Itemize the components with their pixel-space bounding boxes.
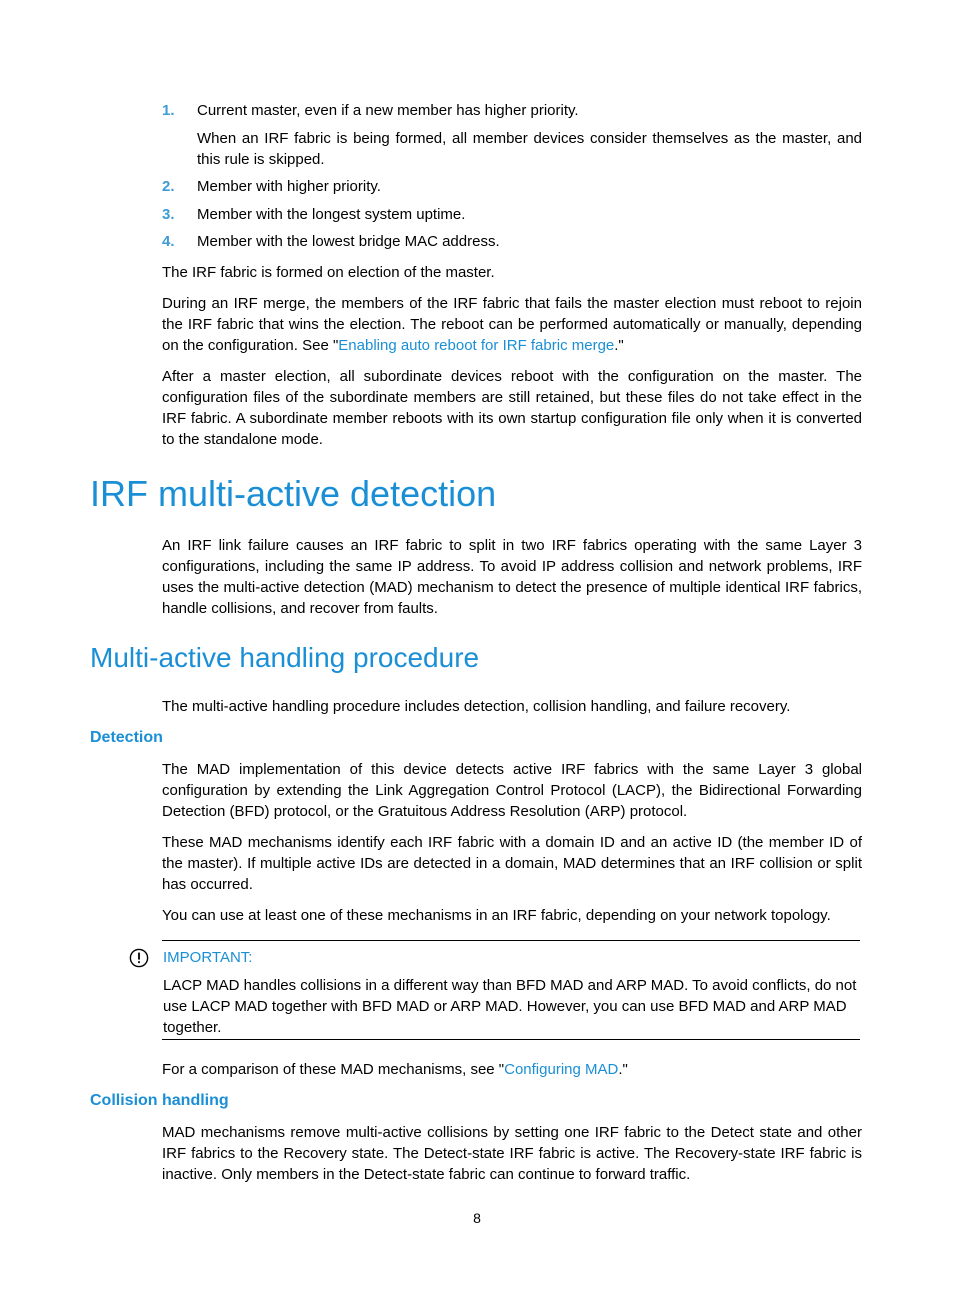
list-number: 3. bbox=[162, 206, 175, 223]
comparison-text-end: ." bbox=[618, 1061, 628, 1078]
paragraph-formed: The IRF fabric is formed on election of the master. bbox=[162, 264, 495, 281]
link-configuring-mad[interactable]: Configuring MAD bbox=[504, 1061, 619, 1078]
callout-top-rule bbox=[162, 940, 860, 941]
paragraph-mad: An IRF link failure causes an IRF fabric to split in two IRF fabrics operating with the same Layer 3 configurations, including the same IP address. To avoid IP address collision and network problems, IRF uses the multi-active detection (MAD) mechanism to detect the presence of multiple identical IRF fabrics, handle collisions, and recover from faults. bbox=[162, 537, 862, 617]
heading-collision: Collision handling bbox=[90, 1092, 229, 1109]
paragraph-after-election: After a master election, all subordinate devices reboot with the configuration on the master. The configuration files of the subordinate members are still retained, but these files do not take effect in the IRF fabric. A subordinate member reboots with its own startup configuration file only when it is converted to the standalone mode. bbox=[162, 368, 862, 448]
list-text: Member with higher priority. bbox=[197, 178, 381, 195]
list-number: 1. bbox=[162, 102, 175, 119]
paragraph-merge bbox=[162, 293, 862, 356]
list-text: Current master, even if a new member has higher priority. bbox=[197, 102, 579, 119]
paragraph-detection-3: You can use at least one of these mechanisms in an IRF fabric, depending on your network topology. bbox=[162, 907, 831, 924]
list-text: Member with the lowest bridge MAC address. bbox=[197, 233, 500, 250]
callout-bottom-rule bbox=[162, 1039, 860, 1040]
list-number: 2. bbox=[162, 178, 175, 195]
important-text: LACP MAD handles collisions in a different way than BFD MAD and ARP MAD. To avoid conflicts, do not use LACP MAD together with BFD MAD or ARP MAD. However, you can use BFD MAD and ARP MAD together. bbox=[163, 977, 857, 1036]
link-auto-reboot[interactable]: Enabling auto reboot for IRF fabric merge bbox=[338, 337, 615, 354]
list-item-note: When an IRF fabric is being formed, all member devices consider themselves as the master, and this rule is skipped. bbox=[197, 130, 862, 168]
merge-text: During an IRF merge, the members of the IRF fabric that fails the master election must reboot to rejoin the IRF fabric that wins the election. The reboot can be performed automatically or manually, depending on the configuration. See " bbox=[162, 295, 862, 354]
comparison-text: For a comparison of these MAD mechanisms, see " bbox=[162, 1061, 505, 1078]
paragraph-detection-1: The MAD implementation of this device detects active IRF fabrics with the same Layer 3 global configuration by extending the Link Aggregation Control Protocol (LACP), the Bidirectional Forwarding Detection (BFD) protocol, or the Gratuitous Address Resolution (ARP) protocol. bbox=[162, 761, 862, 820]
paragraph-comparison bbox=[162, 1059, 862, 1080]
list-number: 4. bbox=[162, 233, 175, 250]
list-text: Member with the longest system uptime. bbox=[197, 206, 466, 223]
heading-detection: Detection bbox=[90, 729, 163, 746]
page-number: 8 bbox=[473, 1210, 481, 1226]
paragraph-procedure: The multi-active handling procedure includes detection, collision handling, and failure recovery. bbox=[162, 698, 791, 715]
paragraph-collision: MAD mechanisms remove multi-active collisions by setting one IRF fabric to the Detect state and other IRF fabrics to the Recovery state. The Detect-state IRF fabric is active. The Recovery-state IRF fabric is inactive. Only members in the Detect-state fabric can continue to forward traffic. bbox=[162, 1124, 862, 1183]
heading-procedure: Multi-active handling procedure bbox=[90, 642, 480, 673]
paragraph-detection-2: These MAD mechanisms identify each IRF fabric with a domain ID and an active ID (the member ID of the master). If multiple active IDs are detected in a domain, MAD determines that an IRF collision or split has occurred. bbox=[162, 834, 862, 893]
heading-mad: IRF multi-active detection bbox=[90, 473, 497, 514]
warning-circle-icon bbox=[129, 948, 149, 968]
merge-text-end: ." bbox=[614, 337, 624, 354]
important-label: IMPORTANT: bbox=[163, 949, 253, 966]
